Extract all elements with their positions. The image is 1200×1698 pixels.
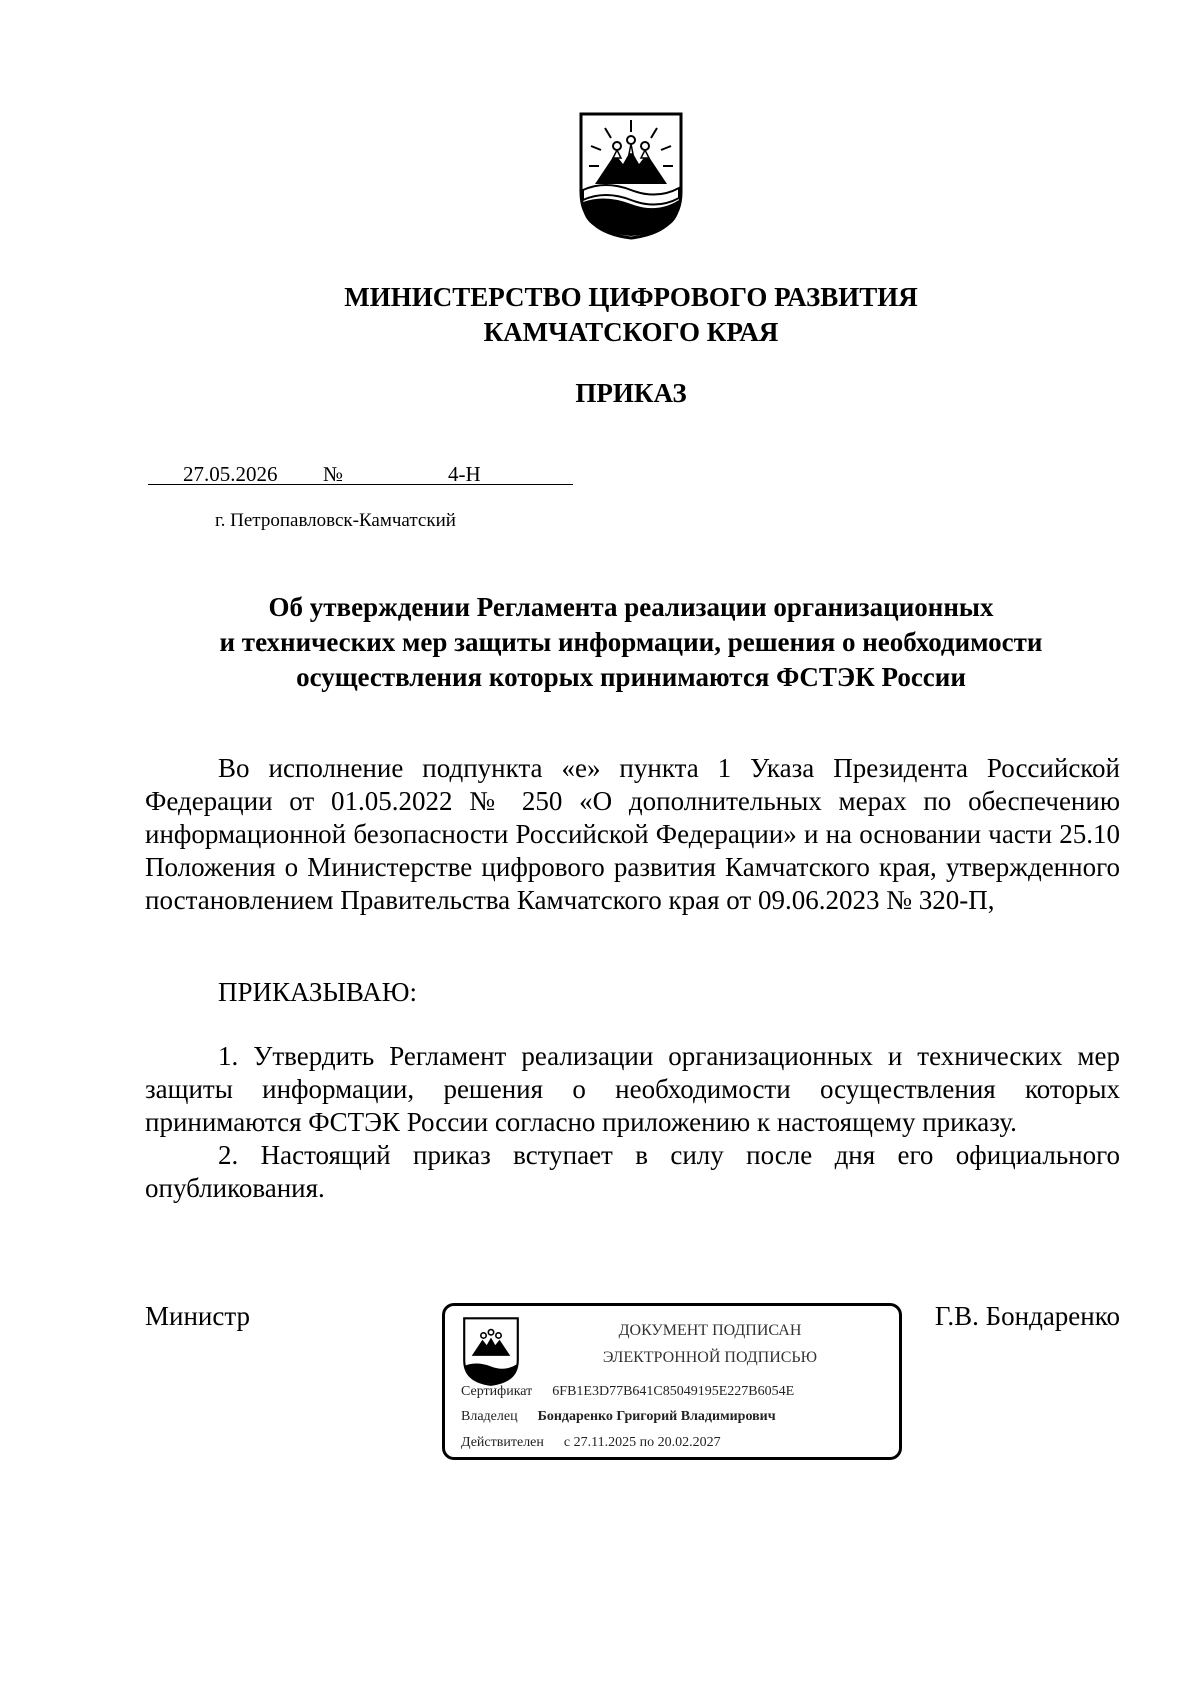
signer-position: Министр xyxy=(145,1301,250,1331)
certificate-value: 6FB1E3D77B641C85049195E227B6054E xyxy=(552,1384,795,1399)
validity-value: с 27.11.2025 по 20.02.2027 xyxy=(563,1435,721,1450)
title-line1: Об утверждении Регламента реализации организационных xyxy=(268,592,994,622)
validity-label: Действителен xyxy=(461,1435,544,1450)
order-word: ПРИКАЗЫВАЮ: xyxy=(218,977,417,1007)
coat-of-arms-icon xyxy=(575,110,687,240)
order-number: 4-Н xyxy=(448,462,481,486)
number-sign: № xyxy=(323,462,344,486)
stamp-emblem-icon xyxy=(461,1316,521,1386)
title-line2: и технических мер защиты информации, решения о необходимости xyxy=(219,627,1043,657)
preamble-block xyxy=(145,752,1120,917)
stamp-validity-row xyxy=(461,1435,721,1451)
stamp-certificate-row xyxy=(461,1384,794,1400)
stamp-owner-row xyxy=(461,1409,776,1425)
order-item-1: 1. Утвердить Регламент реализации организационных и технических мер защиты информации, решения о необходимости осуществления которых принимаются ФСТЭК России согласно приложению к настоящему приказу. xyxy=(145,1041,1120,1137)
city: г. Петропавловск-Камчатский xyxy=(215,510,456,531)
title-line3: осуществления которых принимаются ФСТЭК России xyxy=(296,662,966,692)
ministry-name-line1: МИНИСТЕРСТВО ЦИФРОВОГО РАЗВИТИЯ xyxy=(344,282,918,312)
document-title xyxy=(0,590,1200,695)
ministry-name xyxy=(0,280,1200,350)
ministry-name-line2: КАМЧАТСКОГО КРАЯ xyxy=(483,317,779,347)
owner-label: Владелец xyxy=(461,1409,518,1424)
owner-value: Бондаренко Григорий Владимирович xyxy=(537,1409,776,1424)
signer-name: Г.В. Бондаренко xyxy=(934,1301,1120,1331)
preamble: Во исполнение подпункта «е» пункта 1 Указа Президента Российской Федерации от 01.05.2022 № 250 «О дополнительных мерах по обеспечению информационной безопасности Российской Федерации» и на основании части 25.10 Положения о Министерстве цифрового развития Камчатского края, утвержденного постановлением Правительства Камчатского края от 09.06.2023 № 320-П, xyxy=(145,753,1120,915)
document-type: ПРИКАЗ xyxy=(575,378,687,408)
certificate-label: Сертификат xyxy=(461,1384,533,1399)
stamp-heading-2: ЭЛЕКТРОННОЙ ПОДПИСЬЮ xyxy=(602,1349,818,1366)
electronic-signature-stamp xyxy=(442,1303,902,1460)
order-items xyxy=(145,1040,1120,1205)
stamp-heading-1: ДОКУМЕНТ ПОДПИСАН xyxy=(618,1322,802,1339)
order-item-2: 2. Настоящий приказ вступает в силу после дня его официального опубликования. xyxy=(145,1140,1120,1203)
order-date: 27.05.2026 xyxy=(183,462,278,486)
